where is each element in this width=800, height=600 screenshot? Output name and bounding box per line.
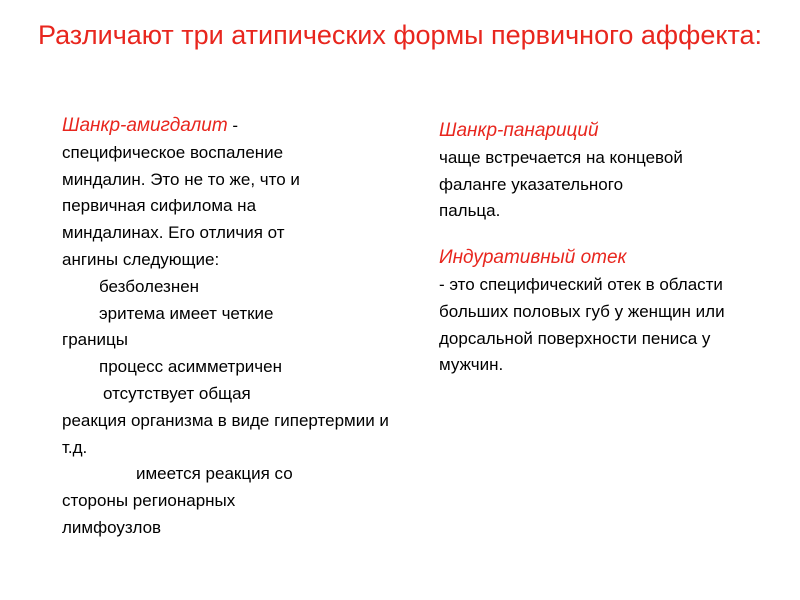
difference-item-lymph-reaction-cont: стороны регионарных лимфоузлов — [62, 491, 236, 537]
block-gap — [439, 225, 759, 245]
difference-item-asymmetric: процесс асимметричен — [99, 357, 282, 377]
term-line-indurative-edema — [439, 245, 759, 272]
term-indurative-edema: Индуративный отек — [439, 247, 627, 269]
term-line-amygdalitis — [62, 113, 392, 140]
description-line: миндалинах. Его отличия от — [62, 223, 285, 243]
left-column — [62, 113, 392, 542]
difference-item-painless: безболезнен — [99, 276, 200, 296]
panaritium-description: чаще встречается на концевой фаланге указательного пальца. — [439, 147, 683, 221]
term-line-panaritium — [439, 118, 759, 145]
difference-item-erythema-cont: границы — [62, 330, 128, 350]
description-line: ангины следующие: — [62, 249, 220, 269]
difference-item-no-reaction: отсутствует общая — [103, 383, 251, 403]
description-line: миндалин. Это не то же, что и — [62, 169, 300, 189]
difference-item-no-reaction-cont: реакция организма в виде гипертермии и т.д. — [62, 410, 389, 457]
description-line: специфическое воспаление — [62, 142, 284, 162]
indurative-edema-description: - это специфический отек в области больших половых губ у женщин или дорсальной поверхности пениса у мужчин. — [439, 274, 725, 375]
term-dash: - — [227, 116, 239, 135]
difference-item-erythema: эритема имеет четкие — [99, 303, 274, 323]
term-chancre-panaritium: Шанкр-панариций — [439, 120, 599, 141]
difference-item-lymph-reaction: имеется реакция со — [136, 464, 293, 484]
description-line: первичная сифилома на — [62, 196, 257, 216]
right-column — [439, 118, 759, 379]
slide-title: Различают три атипических формы первичного аффекта: — [37, 20, 763, 50]
term-chancre-amygdalitis: Шанкр-амигдалит — [62, 115, 228, 136]
